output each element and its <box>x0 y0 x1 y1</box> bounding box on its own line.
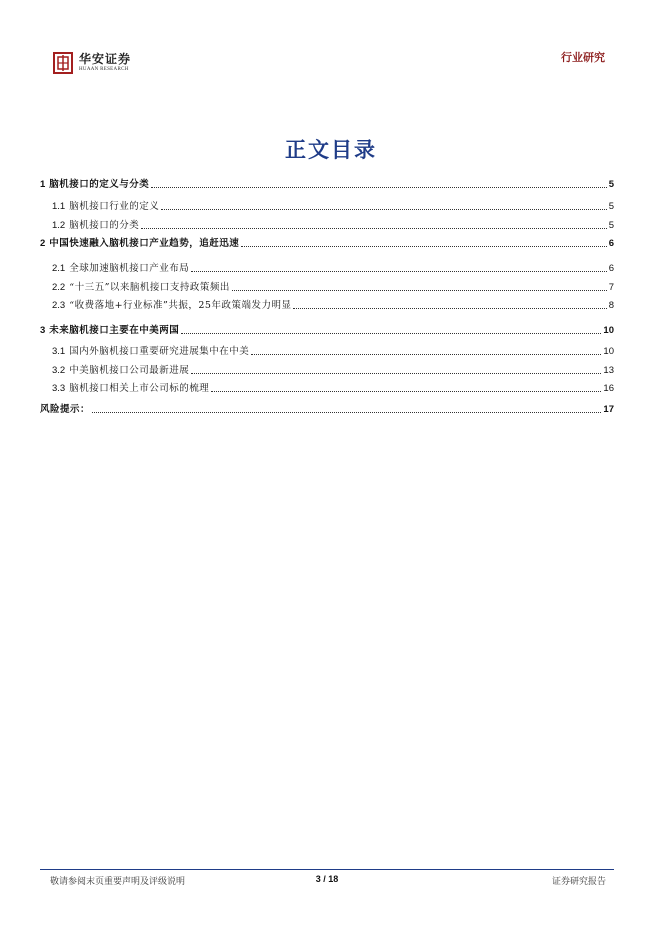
toc-entry-number: 1 <box>40 179 46 190</box>
toc-dot-leader <box>92 412 601 413</box>
toc-entry-number: 3.2 <box>52 365 66 376</box>
toc-dot-leader <box>211 391 601 392</box>
toc-dot-leader <box>161 209 606 210</box>
page-footer <box>40 874 614 888</box>
toc-subsection-entry[interactable] <box>40 379 614 395</box>
toc-entry-page: 8 <box>608 300 614 311</box>
toc-subsection-entry[interactable] <box>40 278 614 294</box>
toc-entry-number: 3 <box>40 325 46 336</box>
toc-entry-title: “收费落地+行业标准”共振，25年政策端发力明显 <box>69 300 292 311</box>
toc-entry-page: 16 <box>603 383 614 394</box>
toc-subsection-entry[interactable] <box>40 296 614 312</box>
report-type: 证券研究报告 <box>551 877 606 887</box>
footer-disclaimer: 敬请参阅末页重要声明及评级说明 <box>50 877 186 887</box>
toc-entry-number: 1.2 <box>52 220 66 231</box>
toc-dot-leader <box>191 271 606 272</box>
logo-chinese-name: 华安证券 <box>79 52 132 66</box>
toc-entry-page: 13 <box>603 365 614 376</box>
toc-entry-page: 10 <box>603 346 614 357</box>
logo-seal-icon <box>53 52 73 74</box>
toc-entry-title: 脑机接口的分类 <box>69 220 140 231</box>
toc-subsection-entry[interactable] <box>40 361 614 377</box>
toc-subsection-entry[interactable] <box>40 342 614 358</box>
toc-section-entry[interactable] <box>40 234 614 250</box>
toc-title: 正文目录 <box>285 137 377 162</box>
toc-subsection-entry[interactable] <box>40 216 614 232</box>
page-header <box>0 0 662 90</box>
toc-entry-number: 2.2 <box>52 282 66 293</box>
toc-entry-title: 未来脑机接口主要在中美两国 <box>49 325 180 336</box>
toc-dot-leader <box>181 333 601 334</box>
toc-entry-page: 5 <box>608 201 614 212</box>
toc-entry-title: 脑机接口的定义与分类 <box>49 179 150 190</box>
toc-entry-page: 6 <box>608 238 614 249</box>
toc-dot-leader <box>232 290 607 291</box>
toc-dot-leader <box>251 354 601 355</box>
toc-entry-title: 中美脑机接口公司最新进展 <box>69 365 190 376</box>
toc-subsection-entry[interactable] <box>40 259 614 275</box>
toc-entry-page: 5 <box>608 179 614 190</box>
toc-entry-title: 中国快速融入脑机接口产业趋势，追赶迅速 <box>49 238 240 249</box>
toc-entry-number: 3.3 <box>52 383 66 394</box>
toc-dot-leader <box>241 246 606 247</box>
toc-entry-title: 风险提示： <box>40 404 91 415</box>
toc-section-entry[interactable] <box>40 400 614 416</box>
company-logo <box>53 52 131 74</box>
toc-entry-page: 17 <box>603 404 614 415</box>
toc-entry-page: 5 <box>608 220 614 231</box>
toc-entry-number: 2 <box>40 238 46 249</box>
toc-entry-title: 国内外脑机接口重要研究进展集中在中美 <box>69 346 250 357</box>
toc-entry-page: 7 <box>608 282 614 293</box>
toc-entry-title: “十三五”以来脑机接口支持政策频出 <box>69 282 230 293</box>
toc-dot-leader <box>293 308 606 309</box>
toc-entry-title: 脑机接口相关上市公司标的梳理 <box>69 383 210 394</box>
toc-entry-page: 6 <box>608 263 614 274</box>
toc-dot-leader <box>191 373 601 374</box>
toc-section-entry[interactable] <box>40 321 614 337</box>
toc-subsection-entry[interactable] <box>40 197 614 213</box>
toc-entry-number: 2.1 <box>52 263 66 274</box>
toc-dot-leader <box>141 228 606 229</box>
toc-entry-number: 1.1 <box>52 201 66 212</box>
toc-dot-leader <box>151 187 606 188</box>
page-number: 3 / 18 <box>315 874 339 884</box>
toc-entry-page: 10 <box>603 325 614 336</box>
toc-entry-number: 2.3 <box>52 300 66 311</box>
toc-entry-number: 3.1 <box>52 346 66 357</box>
toc-entry-title: 脑机接口行业的定义 <box>69 201 160 212</box>
toc-entry-title: 全球加速脑机接口产业布局 <box>69 263 190 274</box>
report-category: 行业研究 <box>561 51 605 64</box>
logo-english-name: HUAAN RESEARCH <box>79 67 129 72</box>
footer-divider <box>40 869 614 870</box>
toc-section-entry[interactable] <box>40 175 614 191</box>
